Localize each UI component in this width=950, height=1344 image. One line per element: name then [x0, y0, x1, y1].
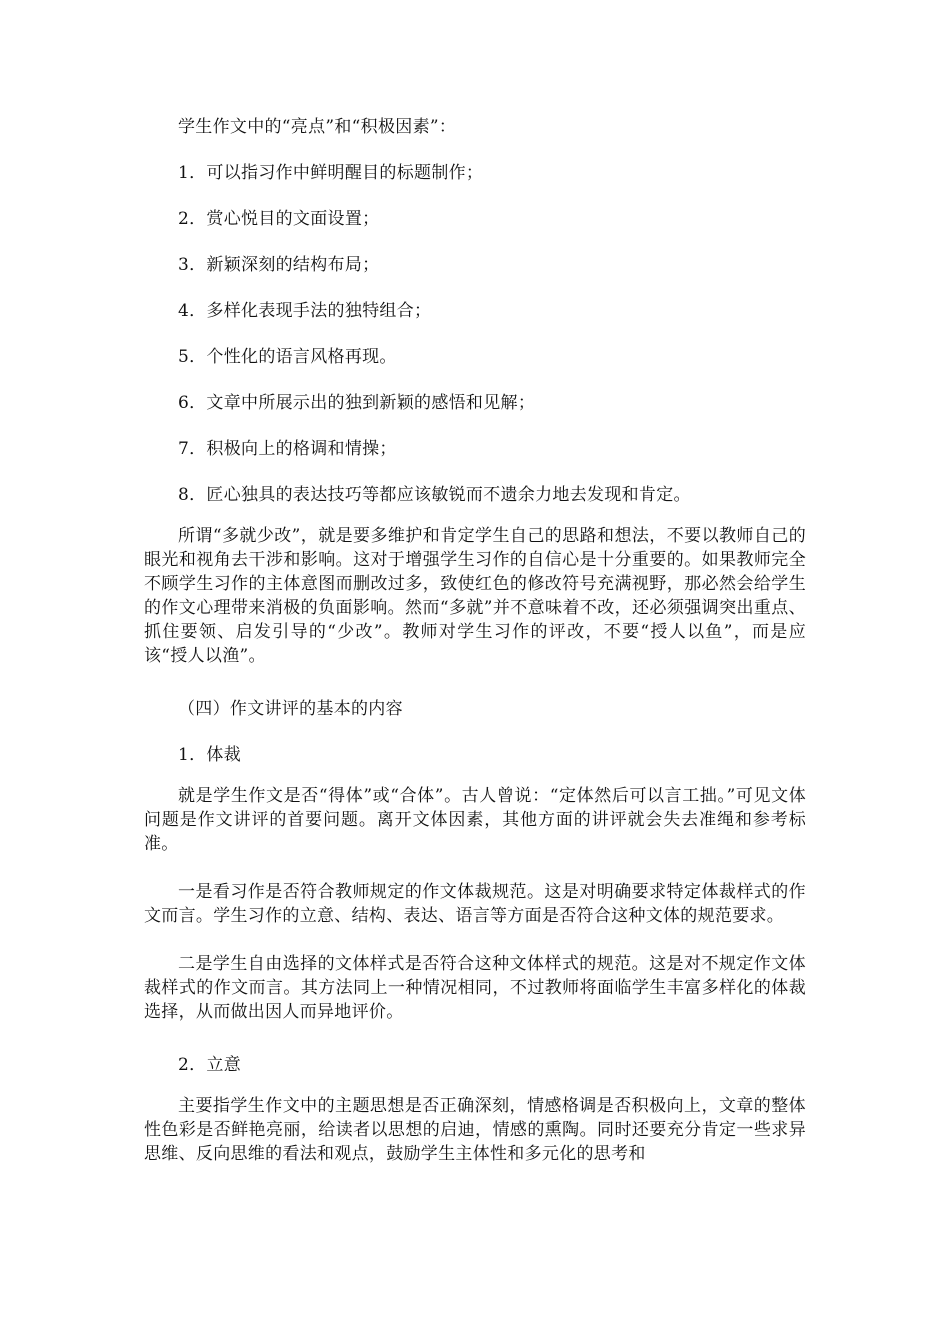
paragraph-theme-1: 主要指学生作文中的主题思想是否正确深刻，情感格调是否积极向上，文章的整体性色彩是否鲜艳亮丽，给读者以思想的启迪，情感的熏陶。同时还要充分肯定一些求异思维、反向思维的看法和观点，鼓励学生主体性和多元化的思考和 — [144, 1096, 806, 1164]
subsection-heading-theme: 2．立意 — [178, 1055, 242, 1075]
list-item: 6．文章中所展示出的独到新颖的感悟和见解； — [178, 393, 536, 413]
paragraph-genre-1: 就是学生作文是否“得体”或“合体”。古人曾说：“定体然后可以言工拙。”可见文体问题是作文讲评的首要问题。离开文体因素，其他方面的讲评就会失去准绳和参考标准。 — [144, 786, 806, 854]
list-item: 3．新颖深刻的结构布局； — [178, 255, 380, 275]
intro-line: 学生作文中的“亮点”和“积极因素”： — [178, 117, 457, 137]
subsection-heading-genre: 1．体裁 — [178, 745, 242, 765]
section-heading: （四）作文讲评的基本的内容 — [178, 699, 403, 719]
list-item: 1．可以指习作中鲜明醒目的标题制作； — [178, 163, 484, 183]
list-item: 8．匠心独具的表达技巧等都应该敏锐而不遗余力地去发现和肯定。 — [178, 485, 691, 505]
document-page — [144, 110, 806, 1190]
list-item: 5．个性化的语言风格再现。 — [178, 347, 397, 367]
list-item: 2．赏心悦目的文面设置； — [178, 209, 380, 229]
list-item: 4．多样化表现手法的独特组合； — [178, 301, 432, 321]
paragraph-duojiu: 所谓“多就少改”，就是要多维护和肯定学生自己的思路和想法，不要以教师自己的眼光和视角去干涉和影响。这对于增强学生习作的自信心是十分重要的。如果教师完全不顾学生习作的主体意图而删改过多，致使红色的修改符号充满视野，那必然会给学生的作文心理带来消极的负面影响。然而“多就”并不意味着不改，还必须强调突出重点、抓住要领、启发引导的“少改”。教师对学生习作的评改，不要“授人以鱼”，而是应该“授人以渔”。 — [144, 526, 806, 666]
paragraph-genre-3: 二是学生自由选择的文体样式是否符合这种文体样式的规范。这是对不规定作文体裁样式的作文而言。其方法同上一种情况相同，不过教师将面临学生丰富多样化的体裁选择，从而做出因人而异地评价。 — [144, 954, 806, 1022]
paragraph-genre-2: 一是看习作是否符合教师规定的作文体裁规范。这是对明确要求特定体裁样式的作文而言。学生习作的立意、结构、表达、语言等方面是否符合这种文体的规范要求。 — [144, 882, 806, 926]
list-item: 7．积极向上的格调和情操； — [178, 439, 397, 459]
